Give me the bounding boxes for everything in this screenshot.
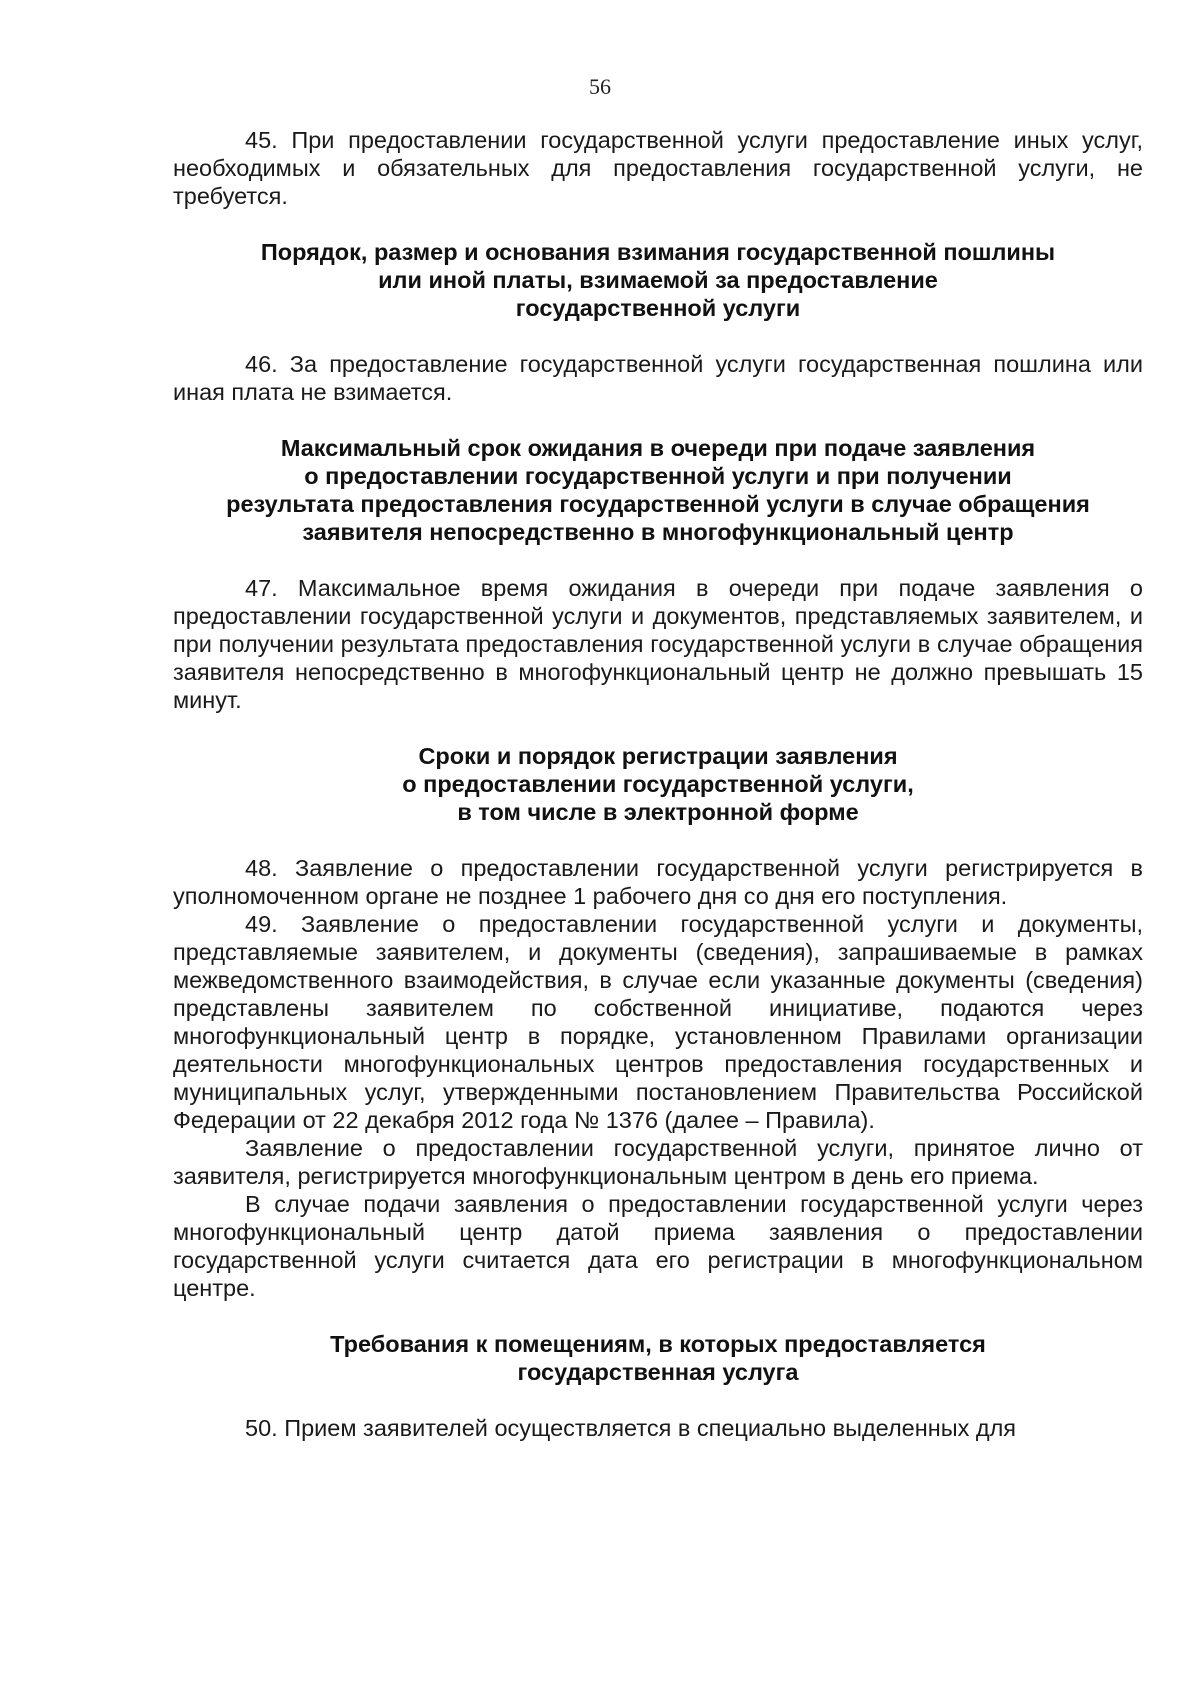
paragraph-49-personal: Заявление о предоставлении государственной услуги, принятое лично от заявителя, регистрируется многофункциональным центром в день его приема. bbox=[173, 1135, 1143, 1189]
heading-line: или иной платы, взимаемой за предоставление bbox=[378, 267, 938, 293]
heading-line: Максимальный срок ожидания в очереди при подаче заявления bbox=[280, 435, 1036, 461]
paragraph-49: 49. Заявление о предоставлении государственной услуги и документы, представляемые заявителем, и документы (сведения), запрашиваемые в рамках межведомственного взаимодействия, в случае если указанные документы (сведения) представлены заявителем по собственной инициативе, подаются через многофункциональный центр в порядке, установленном Правилами организации деятельности многофункциональных центров предоставления государственных и муниципальных услуг, утвержденными постановлением Правительства Российской Федерации от 22 декабря 2012 года № 1376 (далее – Правила). bbox=[173, 911, 1143, 1133]
heading-line: Порядок, размер и основания взимания государственной пошлины bbox=[260, 239, 1056, 265]
section-heading-waiting-time bbox=[173, 434, 1143, 546]
page-number: 56 bbox=[589, 74, 611, 99]
heading-line: о предоставлении государственной услуги, bbox=[402, 771, 914, 797]
section-heading-fees bbox=[173, 238, 1143, 322]
heading-line: государственной услуги bbox=[515, 295, 801, 321]
heading-line: Требования к помещениям, в которых предоставляется bbox=[330, 1331, 986, 1357]
paragraph-45: 45. При предоставлении государственной услуги предоставление иных услуг, необходимых и обязательных для предоставления государственной услуги, не требуется. bbox=[173, 127, 1143, 209]
section-heading-premises bbox=[173, 1330, 1143, 1386]
document-body bbox=[173, 126, 1143, 1442]
heading-line: результата предоставления государственной услуги в случае обращения bbox=[226, 491, 1090, 517]
paragraph-49-mfc: В случае подачи заявления о предоставлении государственной услуги через многофункциональный центр датой приема заявления о предоставлении государственной услуги считается дата его регистрации в многофункциональном центре. bbox=[173, 1191, 1143, 1301]
paragraph-46: 46. За предоставление государственной услуги государственная пошлина или иная плата не взимается. bbox=[173, 351, 1143, 405]
heading-line: о предоставлении государственной услуги и при получении bbox=[304, 463, 1012, 489]
heading-line: в том числе в электронной форме bbox=[457, 799, 859, 825]
paragraph-50: 50. Прием заявителей осуществляется в специально выделенных для bbox=[245, 1415, 1017, 1441]
paragraph-48: 48. Заявление о предоставлении государственной услуги регистрируется в уполномоченном органе не позднее 1 рабочего дня со дня его поступления. bbox=[173, 855, 1143, 909]
section-heading-registration bbox=[173, 742, 1143, 826]
heading-line: Сроки и порядок регистрации заявления bbox=[418, 743, 898, 769]
heading-line: заявителя непосредственно в многофункциональный центр bbox=[302, 519, 1014, 545]
heading-line: государственная услуга bbox=[517, 1359, 799, 1385]
paragraph-47: 47. Максимальное время ожидания в очереди при подаче заявления о предоставлении государственной услуги и документов, представляемых заявителем, и при получении результата предоставления государственной услуги в случае обращения заявителя непосредственно в многофункциональный центр не должно превышать 15 минут. bbox=[173, 575, 1143, 713]
